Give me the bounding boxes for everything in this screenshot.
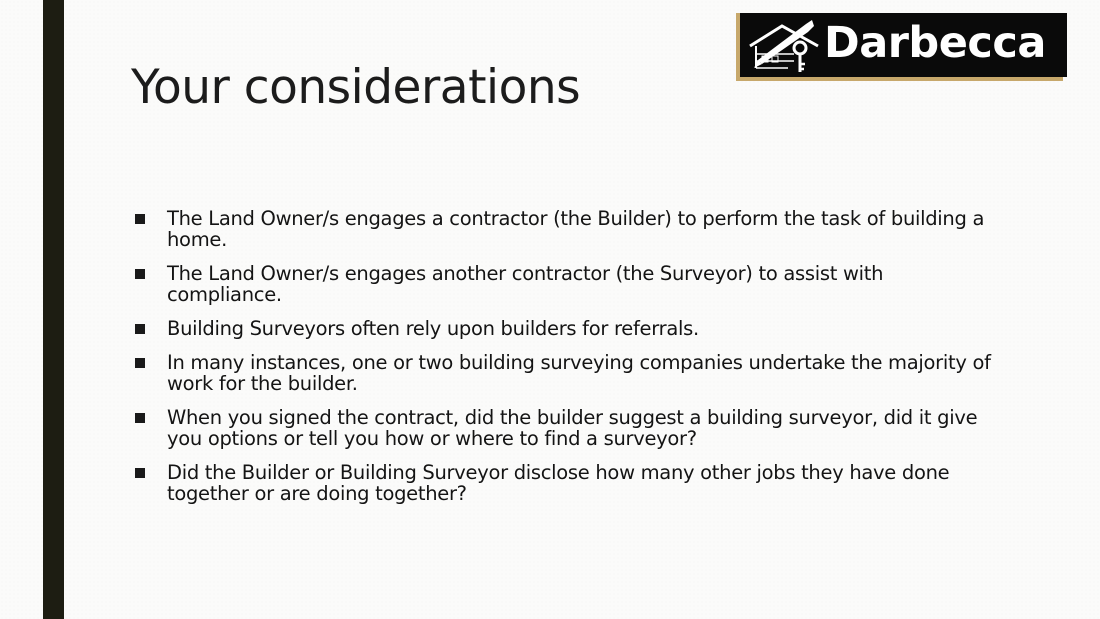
logo-text: Darbecca [824,18,1046,68]
bullet-text: The Land Owner/s engages a contractor (the Builder) to perform the task of building a home. [167,207,985,251]
bullet-item [131,208,991,250]
company-logo [736,13,1063,81]
square-bullet-icon [135,358,145,368]
slide-side-bar [43,0,64,619]
bullet-item [131,318,991,339]
bullet-text: When you signed the contract, did the builder suggest a building surveyor, did it give you options or tell you how or where to find a surveyor? [167,406,978,450]
bullet-text: Building Surveyors often rely upon builders for referrals. [167,317,699,340]
square-bullet-icon [135,324,145,334]
bullet-item [131,462,991,504]
square-bullet-icon [135,269,145,279]
square-bullet-icon [135,468,145,478]
bullet-item [131,352,991,394]
bullet-text: Did the Builder or Building Surveyor disclose how many other jobs they have done together or are doing together? [167,461,950,505]
square-bullet-icon [135,413,145,423]
bullet-list [131,208,991,517]
square-bullet-icon [135,214,145,224]
slide-title: Your considerations [131,60,581,115]
bullet-item [131,263,991,305]
house-pen-key-icon [748,16,826,74]
logo-box [740,13,1067,77]
bullet-text: The Land Owner/s engages another contractor (the Surveyor) to assist with compliance. [167,262,884,306]
bullet-item [131,407,991,449]
bullet-text: In many instances, one or two building surveying companies undertake the majority of work for the builder. [167,351,991,395]
